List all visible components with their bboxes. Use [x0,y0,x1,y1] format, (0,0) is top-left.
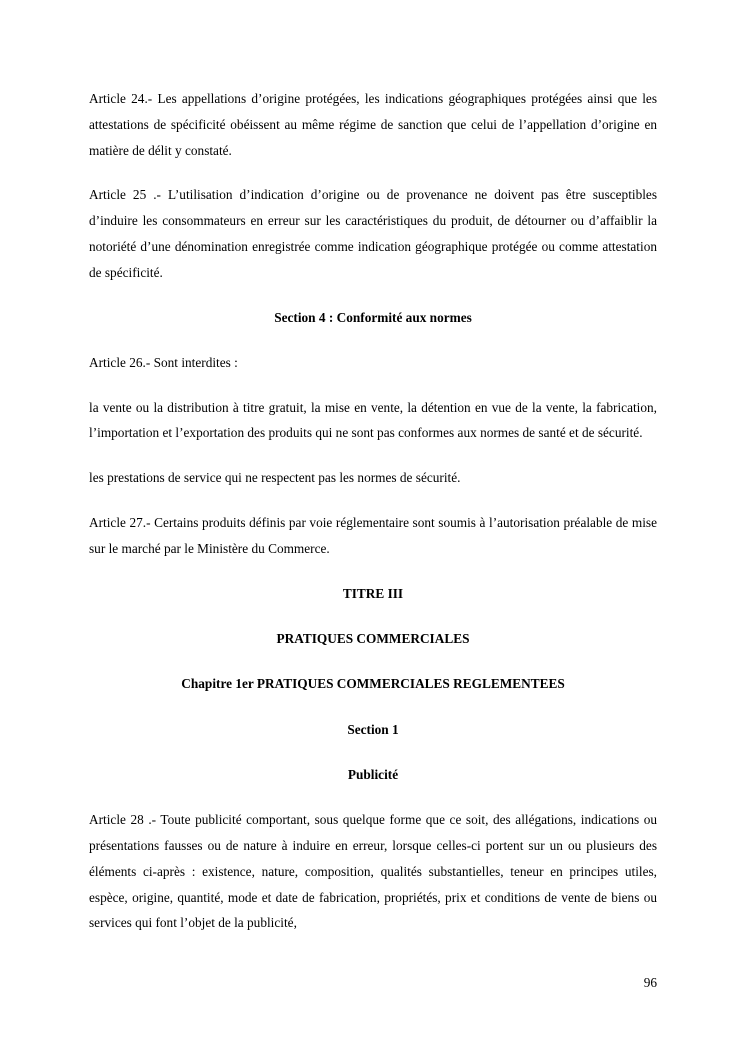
section-1-heading: Section 1 [347,721,399,737]
publicite-heading: Publicité [347,766,399,782]
article-27-paragraph: Article 27.- Certains produits définis par voie réglementaire sont soumis à l’autorisation préalable de mise sur le marché par le Ministère du Commerce. [89,515,657,556]
page-number: 96 [643,975,657,990]
article-26-item-2: les prestations de service qui ne respectent pas les normes de sécurité. [89,470,461,486]
titre-subtitle-heading: PRATIQUES COMMERCIALES [276,630,470,646]
article-25-paragraph: Article 25 .- L’utilisation d’indication d’origine ou de provenance ne doivent pas être susceptibles d’induire les consommateurs en erreur sur les caractéristiques du produit, de détourner ou d’affaiblir la notoriété d’une dénomination enregistrée comme indication géographique protégée ou comme attestation de spécificité. [89,187,657,280]
section-4-heading: Section 4 : Conformité aux normes [274,309,472,325]
article-28-paragraph: Article 28 .- Toute publicité comportant, sous quelque forme que ce soit, des allégations, indications ou présentations fausses ou de nature à induire en erreur, lorsque celles-ci portent sur un ou plusieurs des éléments ci-après : existence, nature, composition, qualités substantielles, teneur en principes utiles, espèce, origine, quantité, mode et date de fabrication, propriétés, prix et conditions de vente de biens ou services qui font l’objet de la publicité, [89,812,657,931]
titre-heading: TITRE III [342,585,404,601]
article-26-paragraph: Article 26.- Sont interdites : [89,354,238,370]
article-24-paragraph: Article 24.- Les appellations d’origine protégées, les indications géographiques protégées ainsi que les attestations de spécificité obéissent au même régime de sanction que celui de l’appellation d’origine en matière de délit y constaté. [89,91,657,158]
document-page [89,86,657,936]
article-26-item-1: la vente ou la distribution à titre gratuit, la mise en vente, la détention en vue de la vente, la fabrication, l’importation et l’exportation des produits qui ne sont pas conformes aux normes de santé et de sécurité. [89,399,657,441]
chapter-heading: Chapitre 1er PRATIQUES COMMERCIALES REGLEMENTEES [181,676,565,692]
